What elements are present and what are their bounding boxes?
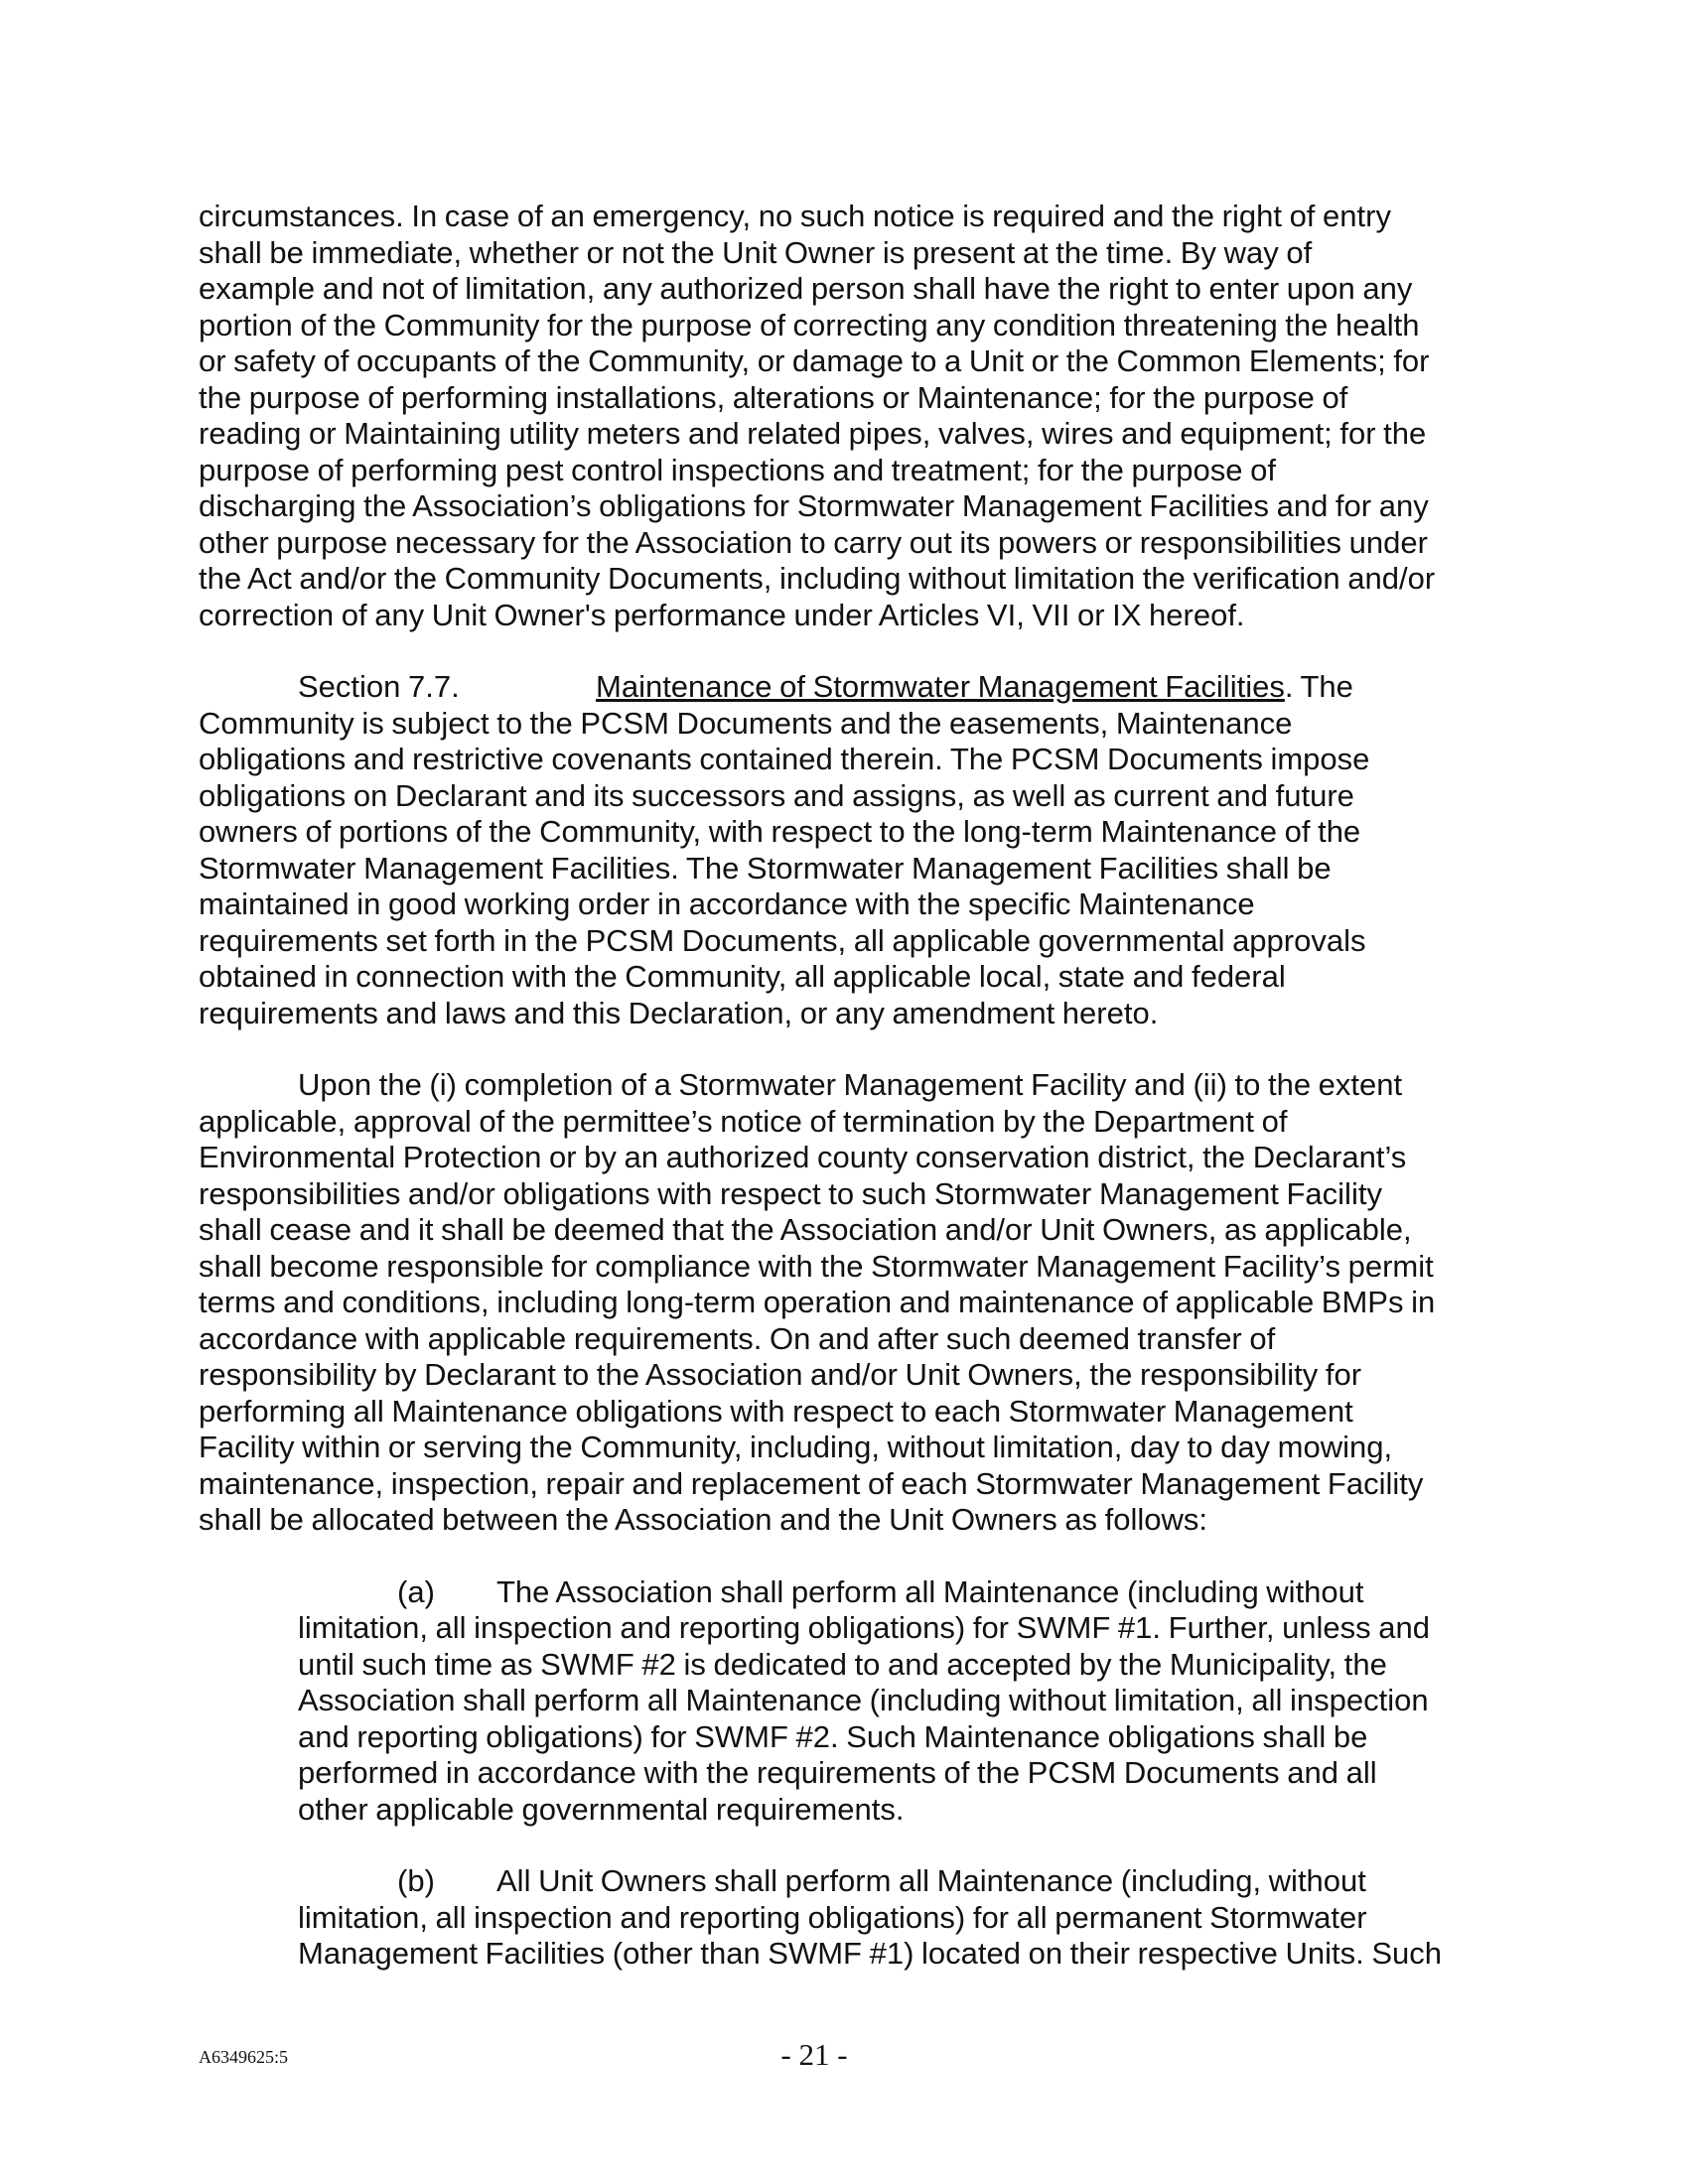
text-line: shall become responsible for compliance with the Stormwater Management Facility’s permit bbox=[199, 1248, 1434, 1284]
document-page bbox=[199, 199, 1489, 2008]
text-line: other purpose necessary for the Association to carry out its powers or responsibilities under bbox=[199, 524, 1428, 560]
text-line: limitation, all inspection and reporting obligations) for all permanent Stormwater bbox=[298, 1899, 1367, 1935]
text-line: Community is subject to the PCSM Documents and the easements, Maintenance bbox=[199, 705, 1293, 741]
text-line: portion of the Community for the purpose of correcting any condition threatening the health bbox=[199, 307, 1420, 342]
paragraph-transfer-of-responsibility bbox=[199, 1067, 1489, 1539]
text-line: Management Facilities (other than SWMF #1) located on their respective Units. Such bbox=[298, 1936, 1443, 1971]
text-line: Environmental Protection or by an authorized county conservation district, the Declarant’s bbox=[199, 1140, 1407, 1174]
text-line: maintained in good working order in accordance with the specific Maintenance bbox=[199, 887, 1255, 921]
text-line: purpose of performing pest control inspections and treatment; for the purpose of bbox=[199, 452, 1276, 487]
text-line: shall be allocated between the Association and the Unit Owners as follows: bbox=[199, 1502, 1208, 1537]
section-title: Maintenance of Stormwater Management Facilities bbox=[596, 669, 1285, 704]
subsection-b bbox=[298, 1863, 1489, 1973]
page-number: - 21 - bbox=[780, 2037, 848, 2072]
text-line: obligations on Declarant and its successors and assigns, as well as current and future bbox=[199, 777, 1354, 813]
text-line: other applicable governmental requirements. bbox=[298, 1791, 905, 1827]
text-line: the purpose of performing installations, alterations or Maintenance; for the purpose of bbox=[199, 379, 1348, 415]
text-line: obligations and restrictive covenants contained therein. The PCSM Documents impose bbox=[199, 742, 1370, 776]
section-heading-line bbox=[199, 669, 1489, 706]
text-line: Upon the (i) completion of a Stormwater Management Facility and (ii) to the extent bbox=[298, 1067, 1403, 1102]
text-line: performing all Maintenance obligations with respect to each Stormwater Management bbox=[199, 1393, 1353, 1429]
text-line: or safety of occupants of the Community, or damage to a Unit or the Common Elements; for bbox=[199, 343, 1430, 378]
text-line: performed in accordance with the requirements of the PCSM Documents and all bbox=[298, 1755, 1377, 1790]
text-line: Stormwater Management Facilities. The Stormwater Management Facilities shall be bbox=[199, 850, 1332, 886]
subsection-label: (b) bbox=[397, 1863, 435, 1898]
text-line: limitation, all inspection and reporting obligations) for SWMF #1. Further, unless and bbox=[298, 1610, 1431, 1645]
section-heading-rest: . The bbox=[1284, 669, 1353, 704]
text-line: obtained in connection with the Community, all applicable local, state and federal bbox=[199, 959, 1286, 994]
text-line: and reporting obligations) for SWMF #2. Such Maintenance obligations shall be bbox=[298, 1718, 1368, 1754]
subsection-first-line bbox=[298, 1574, 1489, 1611]
document-id: A6349625:5 bbox=[199, 2047, 288, 2067]
text-line: the Act and/or the Community Documents, including without limitation the verification and/or bbox=[199, 561, 1436, 596]
subsection-label: (a) bbox=[397, 1573, 435, 1609]
text-line: discharging the Association’s obligations for Stormwater Management Facilities and for any bbox=[199, 488, 1429, 523]
text-line: responsibilities and/or obligations with respect to such Stormwater Management Facility bbox=[199, 1175, 1382, 1211]
text-line: maintenance, inspection, repair and replacement of each Stormwater Management Facility bbox=[199, 1465, 1424, 1501]
text-line: reading or Maintaining utility meters and related pipes, valves, wires and equipment; for the bbox=[199, 416, 1427, 451]
text-line: responsibility by Declarant to the Association and/or Unit Owners, the responsibility for bbox=[199, 1357, 1362, 1392]
text-line: correction of any Unit Owner's performance under Articles VI, VII or IX hereof. bbox=[199, 597, 1245, 632]
text-line: example and not of limitation, any authorized person shall have the right to enter upon any bbox=[199, 271, 1413, 306]
section-number: Section 7.7. bbox=[298, 669, 460, 704]
text-line: Association shall perform all Maintenance (including without limitation, all inspection bbox=[298, 1683, 1429, 1717]
text-line: Facility within or serving the Community, including, without limitation, day to day mowing, bbox=[199, 1430, 1393, 1464]
subsection-first-text: The Association shall perform all Maintenance (including without bbox=[496, 1573, 1364, 1609]
section-7-7 bbox=[199, 669, 1489, 1031]
text-line: circumstances. In case of an emergency, no such notice is required and the right of entry bbox=[199, 199, 1391, 233]
text-line: requirements set forth in the PCSM Documents, all applicable governmental approvals bbox=[199, 922, 1366, 958]
text-line: until such time as SWMF #2 is dedicated to and accepted by the Municipality, the bbox=[298, 1646, 1387, 1682]
text-line: accordance with applicable requirements. On and after such deemed transfer of bbox=[199, 1320, 1276, 1356]
subsection-first-text: All Unit Owners shall perform all Maintenance (including, without bbox=[496, 1863, 1366, 1898]
text-line: shall be immediate, whether or not the Unit Owner is present at the time. By way of bbox=[199, 234, 1313, 270]
text-line: applicable, approval of the permittee’s notice of termination by the Department of bbox=[199, 1103, 1288, 1139]
text-line: owners of portions of the Community, with respect to the long-term Maintenance of the bbox=[199, 814, 1361, 849]
subsection-a bbox=[298, 1574, 1489, 1829]
text-line: requirements and laws and this Declaration, or any amendment hereto. bbox=[199, 995, 1159, 1030]
text-line: terms and conditions, including long-term operation and maintenance of applicable BMPs in bbox=[199, 1285, 1436, 1319]
subsection-first-line bbox=[298, 1863, 1489, 1900]
text-line: shall cease and it shall be deemed that the Association and/or Unit Owners, as applicable, bbox=[199, 1212, 1412, 1247]
paragraph-right-of-entry bbox=[199, 199, 1489, 633]
